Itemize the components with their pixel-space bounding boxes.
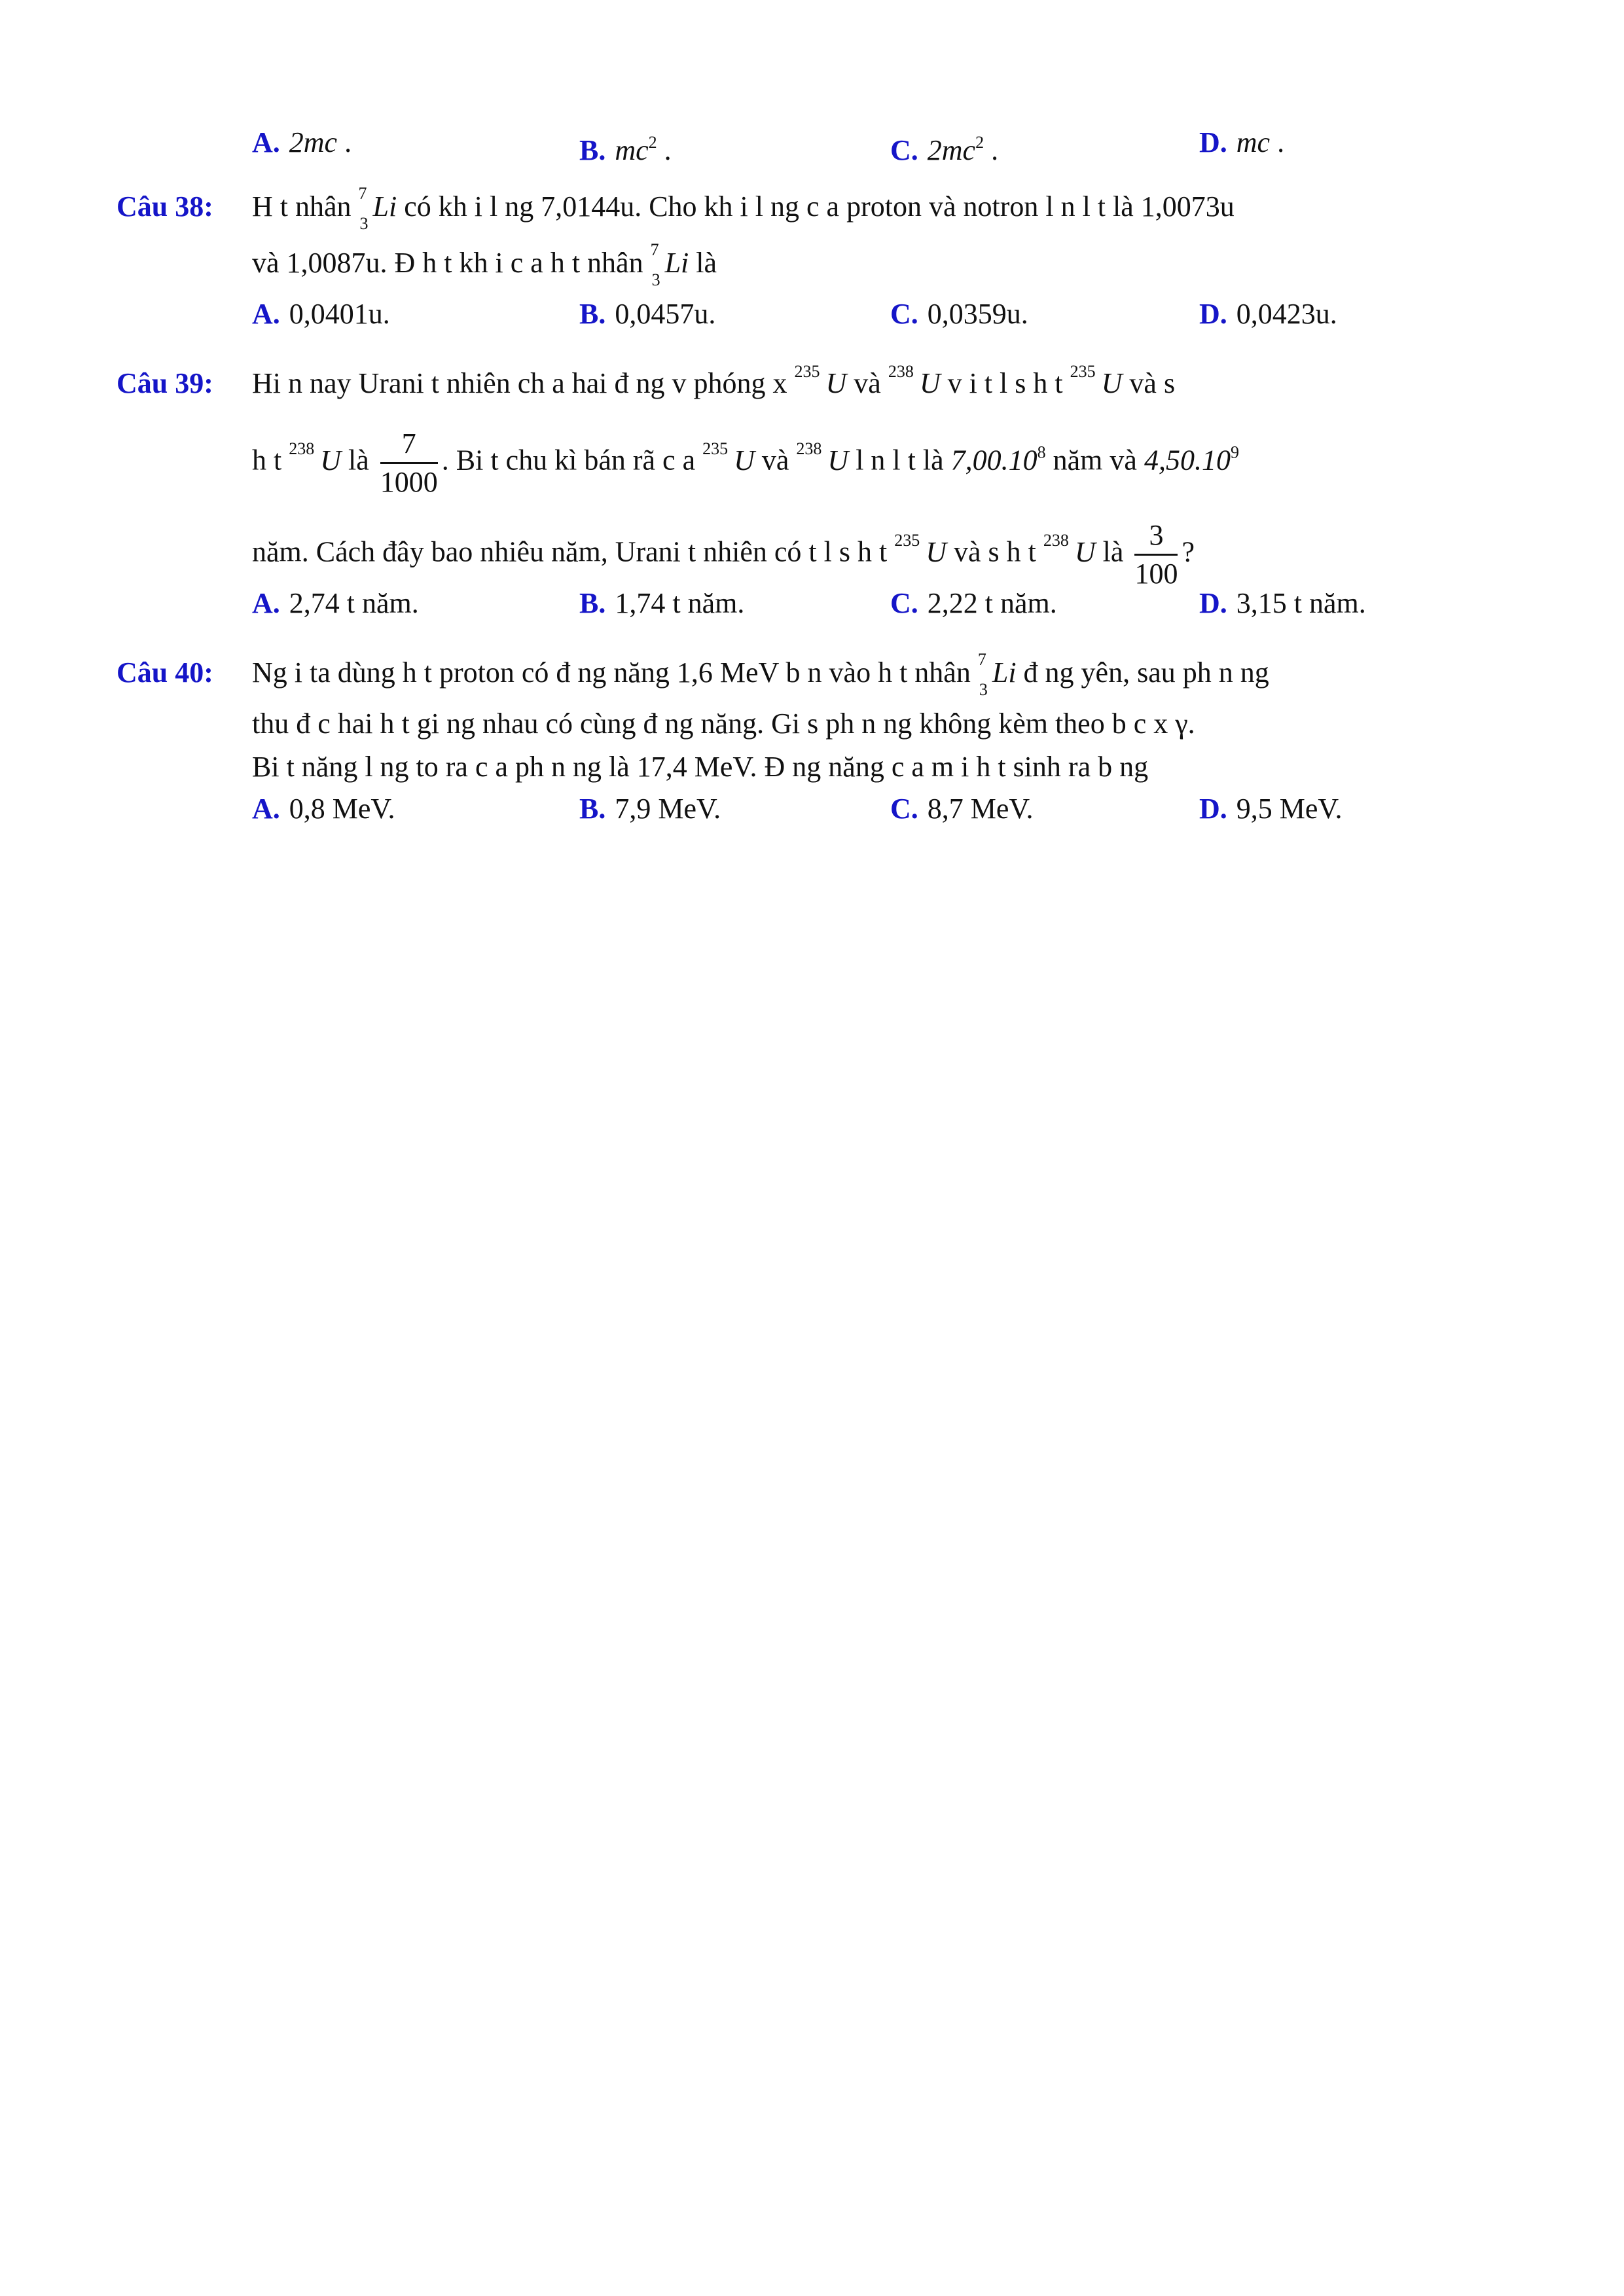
q37-option-b: B. $mc^2$ .: [579, 133, 672, 166]
q37-option-c: C. $2mc^2$ .: [890, 133, 999, 166]
q39-option-d: D. 3,15 t năm.: [1199, 587, 1366, 619]
q39-line-2: h t 238 U là $\frac{7}{1000}$ . Bi t chu kì bán rã c a 235 U và 238 U l n l t là 7,00.10$^8$ năm và 4,50.10$^9$: [252, 425, 1239, 501]
u235-isotope: 235 U: [1070, 362, 1123, 399]
u235-isotope: 235 U: [702, 439, 755, 476]
lithium-nuclide: 7 3 Li: [358, 184, 397, 233]
q38-line-2: và 1,0087u. Đ h t kh i c a h t nhân 7 3 Li là: [252, 240, 717, 289]
q38-option-d: D. 0,0423u.: [1199, 298, 1337, 330]
q37-option-a: A. 2mc .: [252, 126, 352, 158]
q40-option-d: D. 9,5 MeV.: [1199, 793, 1343, 825]
q40-option-b: B. 7,9 MeV.: [579, 793, 721, 825]
q40-option-c: C. 8,7 MeV.: [890, 793, 1034, 825]
u235-isotope: 235 U: [794, 362, 847, 399]
q38-option-b: B. 0,0457u.: [579, 298, 716, 330]
u238-isotope: 238 U: [1043, 530, 1096, 568]
q38-option-a: A. 0,0401u.: [252, 298, 390, 330]
q39-label: Câu 39:: [117, 367, 213, 399]
q38-line-1: H t nhân 7 3 Li có kh i l ng 7,0144u. Cho kh i l ng c a proton và notron l n l t là 1,0073u: [252, 184, 1235, 233]
q39-line-3: năm. Cách đây bao nhiêu năm, Urani t nhiên có t l s h t 235 U và s h t 238 U là $\frac{3}{100}$ ?: [252, 517, 1195, 592]
q40-label: Câu 40:: [117, 656, 213, 689]
q38-option-c: C. 0,0359u.: [890, 298, 1028, 330]
ratio-fraction-7-1000: $\frac{7}{1000}$: [380, 425, 438, 501]
u235-isotope: 235 U: [894, 530, 947, 568]
q40-line-1: Ng i ta dùng h t proton có đ ng năng 1,6 MeV b n vào h t nhân 7 3 Li đ ng yên, sau ph n ng: [252, 650, 1269, 699]
q39-option-c: C. 2,22 t năm.: [890, 587, 1057, 619]
q39-option-a: A. 2,74 t năm.: [252, 587, 419, 619]
lithium-nuclide: 7 3 Li: [977, 650, 1017, 699]
ratio-fraction-3-100: $\frac{3}{100}$: [1134, 517, 1178, 592]
q39-option-b: B. 1,74 t năm.: [579, 587, 745, 619]
q37-option-d: D. mc .: [1199, 126, 1285, 158]
q40-option-a: A. 0,8 MeV.: [252, 793, 395, 825]
q39-line-1: Hi n nay Urani t nhiên ch a hai đ ng v phóng x 235 U và 238 U v i t l s h t 235 U và s: [252, 364, 1175, 403]
u238-isotope: 238 U: [796, 439, 849, 476]
u238-isotope: 238 U: [289, 439, 342, 476]
u238-isotope: 238 U: [888, 362, 941, 399]
q38-label: Câu 38:: [117, 190, 213, 223]
q40-line-3: Bi t năng l ng to ra c a ph n ng là 17,4 MeV. Đ ng năng c a m i h t sinh ra b ng: [252, 751, 1149, 783]
lithium-nuclide: 7 3 Li: [650, 240, 689, 289]
q40-line-2: thu đ c hai h t gi ng nhau có cùng đ ng năng. Gi s ph n ng không kèm theo b c x γ.: [252, 708, 1195, 740]
